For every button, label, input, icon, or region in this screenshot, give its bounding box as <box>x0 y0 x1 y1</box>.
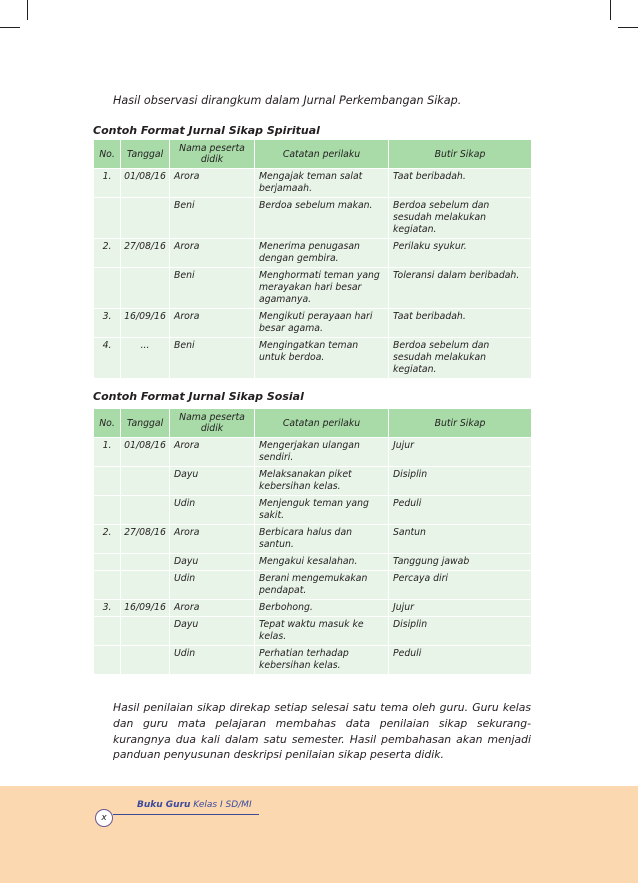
cell-catatan: Mengajak teman salat berjamaah. <box>255 169 389 198</box>
cell-catatan: Berani mengemukakan pendapat. <box>255 571 389 600</box>
cell-butir: Perilaku syukur. <box>389 239 532 268</box>
cell-tanggal <box>121 646 170 675</box>
footer-book-bold: Buku Guru <box>137 800 191 810</box>
cell-nama: Arora <box>170 239 255 268</box>
header-no: No. <box>94 140 121 169</box>
cell-nama: Udin <box>170 571 255 600</box>
cell-tanggal <box>121 198 170 239</box>
table-row <box>94 268 532 309</box>
cell-nama: Beni <box>170 268 255 309</box>
cell-tanggal: 16/09/16 <box>121 600 170 617</box>
cell-butir: Percaya diri <box>389 571 532 600</box>
cell-catatan: Mengerjakan ulangan sendiri. <box>255 438 389 467</box>
cell-tanggal <box>121 571 170 600</box>
cell-no: 1. <box>94 438 121 467</box>
crop-mark <box>27 0 28 20</box>
footer-book-rest: Kelas I SD/MI <box>190 800 252 810</box>
cell-catatan: Berbicara halus dan santun. <box>255 525 389 554</box>
cell-catatan: Tepat waktu masuk ke kelas. <box>255 617 389 646</box>
table-row <box>94 198 532 239</box>
header-butir: Butir Sikap <box>389 409 532 438</box>
cell-nama: Udin <box>170 496 255 525</box>
cell-butir: Peduli <box>389 496 532 525</box>
cell-tanggal <box>121 268 170 309</box>
cell-nama: Beni <box>170 338 255 379</box>
header-butir: Butir Sikap <box>389 140 532 169</box>
table-header-row <box>94 140 532 169</box>
crop-mark <box>618 27 638 28</box>
table-row <box>94 600 532 617</box>
table-row <box>94 646 532 675</box>
crop-mark <box>0 27 20 28</box>
intro-paragraph: Hasil observasi dirangkum dalam Jurnal Perkembangan Sikap. <box>113 94 462 107</box>
cell-no <box>94 268 121 309</box>
cell-tanggal <box>121 617 170 646</box>
cell-catatan: Mengikuti perayaan hari besar agama. <box>255 309 389 338</box>
cell-nama: Arora <box>170 600 255 617</box>
cell-tanggal <box>121 467 170 496</box>
closing-paragraph: Hasil penilaian sikap direkap setiap selesai satu tema oleh guru. Guru kelas dan guru mata pelajaran membahas data penilaian sikap sekurang-kurangnya dua kali dalam satu semester. Hasil pembahasan akan menjadi panduan penyusunan deskripsi penilaian sikap peserta didik. <box>113 701 531 762</box>
table-row <box>94 309 532 338</box>
cell-tanggal: 27/08/16 <box>121 525 170 554</box>
header-tanggal: Tanggal <box>121 140 170 169</box>
cell-nama: Dayu <box>170 554 255 571</box>
cell-catatan: Berbohong. <box>255 600 389 617</box>
cell-tanggal: ... <box>121 338 170 379</box>
cell-tanggal: 27/08/16 <box>121 239 170 268</box>
cell-catatan: Menjenguk teman yang sakit. <box>255 496 389 525</box>
cell-tanggal <box>121 554 170 571</box>
cell-butir: Peduli <box>389 646 532 675</box>
cell-butir: Disiplin <box>389 617 532 646</box>
table-row <box>94 554 532 571</box>
cell-tanggal: 01/08/16 <box>121 438 170 467</box>
cell-nama: Udin <box>170 646 255 675</box>
table-row <box>94 571 532 600</box>
cell-no <box>94 496 121 525</box>
cell-butir: Berdoa sebelum dan sesudah melakukan kegiatan. <box>389 198 532 239</box>
cell-nama: Arora <box>170 438 255 467</box>
cell-nama: Arora <box>170 309 255 338</box>
header-tanggal: Tanggal <box>121 409 170 438</box>
table-row <box>94 467 532 496</box>
cell-no <box>94 646 121 675</box>
cell-no: 3. <box>94 600 121 617</box>
cell-tanggal <box>121 496 170 525</box>
cell-nama: Beni <box>170 198 255 239</box>
cell-tanggal: 16/09/16 <box>121 309 170 338</box>
cell-no: 2. <box>94 239 121 268</box>
crop-mark <box>610 0 611 20</box>
cell-catatan: Mengakui kesalahan. <box>255 554 389 571</box>
cell-catatan: Menerima penugasan dengan gembira. <box>255 239 389 268</box>
cell-tanggal: 01/08/16 <box>121 169 170 198</box>
page-number: x <box>95 809 113 827</box>
table-row <box>94 617 532 646</box>
table-row <box>94 239 532 268</box>
cell-catatan: Perhatian terhadap kebersihan kelas. <box>255 646 389 675</box>
cell-nama: Dayu <box>170 617 255 646</box>
sosial-table-title: Contoh Format Jurnal Sikap Sosial <box>93 390 304 403</box>
cell-no <box>94 571 121 600</box>
footer-book-title <box>137 799 252 811</box>
cell-butir: Santun <box>389 525 532 554</box>
cell-butir: Disiplin <box>389 467 532 496</box>
footer-rule <box>113 814 259 815</box>
cell-no <box>94 554 121 571</box>
cell-butir: Jujur <box>389 438 532 467</box>
cell-catatan: Melaksanakan piket kebersihan kelas. <box>255 467 389 496</box>
header-nama: Nama peserta didik <box>170 409 255 438</box>
table-row <box>94 525 532 554</box>
cell-butir: Tanggung jawab <box>389 554 532 571</box>
cell-nama: Dayu <box>170 467 255 496</box>
header-nama: Nama peserta didik <box>170 140 255 169</box>
spiritual-journal-table <box>93 139 532 379</box>
cell-no: 1. <box>94 169 121 198</box>
table-row <box>94 338 532 379</box>
cell-no <box>94 617 121 646</box>
sosial-journal-table <box>93 408 532 675</box>
cell-no: 3. <box>94 309 121 338</box>
cell-butir: Taat beribadah. <box>389 169 532 198</box>
spiritual-table-title: Contoh Format Jurnal Sikap Spiritual <box>93 124 320 137</box>
cell-no <box>94 198 121 239</box>
table-header-row <box>94 409 532 438</box>
table-row <box>94 496 532 525</box>
cell-no: 4. <box>94 338 121 379</box>
cell-butir: Jujur <box>389 600 532 617</box>
cell-catatan: Mengingatkan teman untuk berdoa. <box>255 338 389 379</box>
cell-nama: Arora <box>170 525 255 554</box>
cell-catatan: Berdoa sebelum makan. <box>255 198 389 239</box>
cell-nama: Arora <box>170 169 255 198</box>
cell-catatan: Menghormati teman yang merayakan hari besar agamanya. <box>255 268 389 309</box>
table-row <box>94 438 532 467</box>
header-catatan: Catatan perilaku <box>255 409 389 438</box>
cell-butir: Toleransi dalam beribadah. <box>389 268 532 309</box>
cell-no: 2. <box>94 525 121 554</box>
header-no: No. <box>94 409 121 438</box>
table-row <box>94 169 532 198</box>
cell-butir: Taat beribadah. <box>389 309 532 338</box>
cell-butir: Berdoa sebelum dan sesudah melakukan kegiatan. <box>389 338 532 379</box>
cell-no <box>94 467 121 496</box>
header-catatan: Catatan perilaku <box>255 140 389 169</box>
footer-band <box>0 786 638 883</box>
